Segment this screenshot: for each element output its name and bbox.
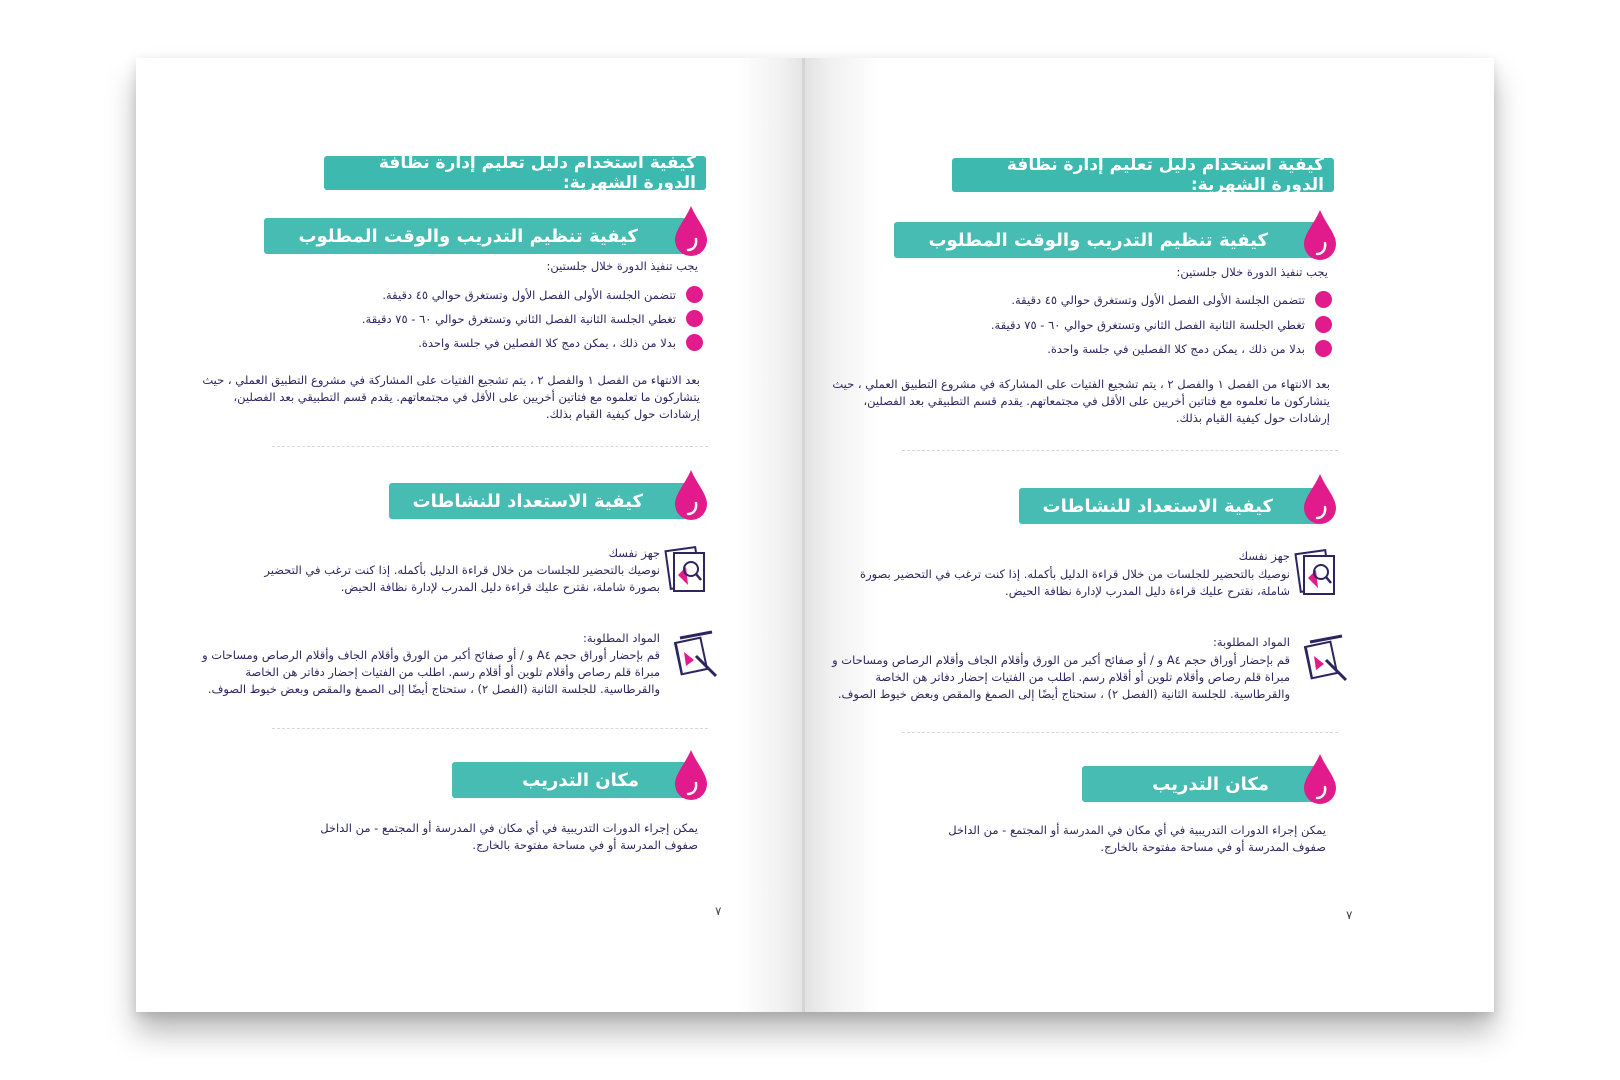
sessions-intro: يجب تنفيذ الدورة خلال جلستين: — [546, 259, 698, 273]
page-title: كيفية استخدام دليل تعليم إدارة نظافة الدورة الشهرية: — [324, 156, 706, 190]
bullet-text: تتضمن الجلسة الأولى الفصل الأول وتستغرق حوالي ٤٥ دقيقة. — [1011, 292, 1305, 307]
page-title: كيفية استخدام دليل تعليم إدارة نظافة الدورة الشهرية: — [952, 158, 1334, 192]
prepare-yourself-text: نوصيك بالتحضير للجلسات من خلال قراءة الدليل بأكمله. إذا كنت ترغب في التحضير بصورة شاملة، نقترح عليك قراءة دليل المدرب لإدارة نظافة الحيض. — [860, 567, 1290, 598]
list-item — [991, 316, 1332, 333]
bullet-dot — [686, 286, 703, 303]
magnifier-document-icon — [1294, 548, 1340, 598]
list-item — [362, 310, 703, 327]
page-right — [804, 58, 1494, 1012]
bullet-text: بدلا من ذلك ، يمكن دمج كلا الفصلين في جلسة واحدة. — [1047, 341, 1305, 356]
book-spine — [802, 58, 805, 1012]
bullet-text: بدلا من ذلك ، يمكن دمج كلا الفصلين في جلسة واحدة. — [418, 335, 676, 350]
materials-title: المواد المطلوبة: — [582, 631, 660, 645]
section-heading-organize: كيفية تنظيم التدريب والوقت المطلوب — [894, 222, 1316, 258]
bullet-dot — [1315, 340, 1332, 357]
bullet-dot — [686, 310, 703, 327]
section-heading-location: مكان التدريب — [1082, 766, 1317, 802]
page-number: ٧ — [715, 904, 722, 918]
drop-icon — [1300, 208, 1340, 262]
list-item — [418, 334, 703, 351]
drop-icon — [671, 748, 711, 802]
bullet-text: تغطي الجلسة الثانية الفصل الثاني وتستغرق حوالي ٦٠ - ٧٥ دقيقة. — [361, 311, 676, 326]
drop-icon — [671, 204, 711, 258]
section-heading-location: مكان التدريب — [452, 762, 687, 798]
stationery-icon — [672, 630, 718, 680]
practical-project-paragraph: بعد الانتهاء من الفصل ١ والفصل ٢ ، يتم تشجيع الفتيات على المشاركة في مشروع التطبيق العملي ، حيث يتشاركون ما تعلموه مع فتاتين أخريين على الأقل في مجتمعاتهم. يقدم قسم التطبيقي بعد الفصلين، إرشادات حول كيفية القيام بذلك. — [832, 377, 1330, 425]
list-item — [1047, 340, 1332, 357]
drop-icon — [671, 468, 711, 522]
materials-text: قم بإحضار أوراق حجم A٤ و / أو صفائح أكبر من الورق وأقلام الجاف وأقلام الرصاص ومساحات و مبراة قلم رصاص وأقلام تلوين أو أقلام رسم. اطلب من الفتيات إحضار دفاتر هن الخاصة والقرطاسية. للجلسة الثانية (الفصل ٢) ، ستحتاج أيضًا إلى الصمغ والمقص وبعض خيوط الصوف. — [832, 653, 1290, 701]
drop-icon — [1300, 752, 1340, 806]
magnifier-document-icon — [664, 545, 710, 595]
list-item — [382, 286, 703, 303]
sessions-intro: يجب تنفيذ الدورة خلال جلستين: — [1176, 265, 1328, 279]
page-left — [136, 58, 804, 1012]
page-number: ٧ — [1346, 908, 1353, 922]
section-heading-prepare: كيفية الاستعداد للنشاطات — [389, 483, 691, 519]
materials-text: قم بإحضار أوراق حجم A٤ و / أو صفائح أكبر من الورق وأقلام الجاف وأقلام الرصاص ومساحات و مبراة قلم رصاص وأقلام تلوين أو أقلام رسم. اطلب من الفتيات إحضار دفاتر هن الخاصة والقرطاسية. للجلسة الثانية (الفصل ٢) ، ستحتاج أيضًا إلى الصمغ والمقص وبعض خيوط الصوف. — [202, 648, 660, 696]
location-text: يمكن إجراء الدورات التدريبية في أي مكان في المدرسة أو المجتمع - من الداخل صفوف المدرسة أو في مساحة مفتوحة بالخارج. — [320, 821, 698, 852]
section-heading-prepare: كيفية الاستعداد للنشاطات — [1019, 488, 1321, 524]
location-text: يمكن إجراء الدورات التدريبية في أي مكان في المدرسة أو المجتمع - من الداخل صفوف المدرسة أو في مساحة مفتوحة بالخارج. — [948, 823, 1326, 854]
prepare-yourself-title: جهز نفسك — [608, 546, 660, 560]
drop-icon — [1300, 472, 1340, 526]
practical-project-paragraph: بعد الانتهاء من الفصل ١ والفصل ٢ ، يتم تشجيع الفتيات على المشاركة في مشروع التطبيق العملي ، حيث يتشاركون ما تعلموه مع فتاتين أخريين على الأقل في مجتمعاتهم. يقدم قسم التطبيقي بعد الفصلين، إرشادات حول كيفية القيام بذلك. — [202, 373, 700, 421]
materials-title: المواد المطلوبة: — [1212, 635, 1290, 649]
section-divider — [902, 732, 1338, 733]
bullet-text: تغطي الجلسة الثانية الفصل الثاني وتستغرق حوالي ٦٠ - ٧٥ دقيقة. — [990, 317, 1305, 332]
prepare-yourself-text: نوصيك بالتحضير للجلسات من خلال قراءة الدليل بأكمله. إذا كنت ترغب في التحضير بصورة شاملة، نقترح عليك قراءة دليل المدرب لإدارة نظافة الحيض. — [264, 563, 660, 594]
section-divider — [902, 450, 1338, 451]
bullet-text: تتضمن الجلسة الأولى الفصل الأول وتستغرق حوالي ٤٥ دقيقة. — [382, 287, 676, 302]
stationery-icon — [1302, 634, 1348, 684]
prepare-yourself-title: جهز نفسك — [1238, 549, 1290, 563]
section-divider — [272, 728, 708, 729]
bullet-dot — [1315, 291, 1332, 308]
section-heading-organize: كيفية تنظيم التدريب والوقت المطلوب — [264, 218, 686, 254]
bullet-dot — [1315, 316, 1332, 333]
bullet-dot — [686, 334, 703, 351]
list-item — [1011, 291, 1332, 308]
section-divider — [272, 446, 708, 447]
